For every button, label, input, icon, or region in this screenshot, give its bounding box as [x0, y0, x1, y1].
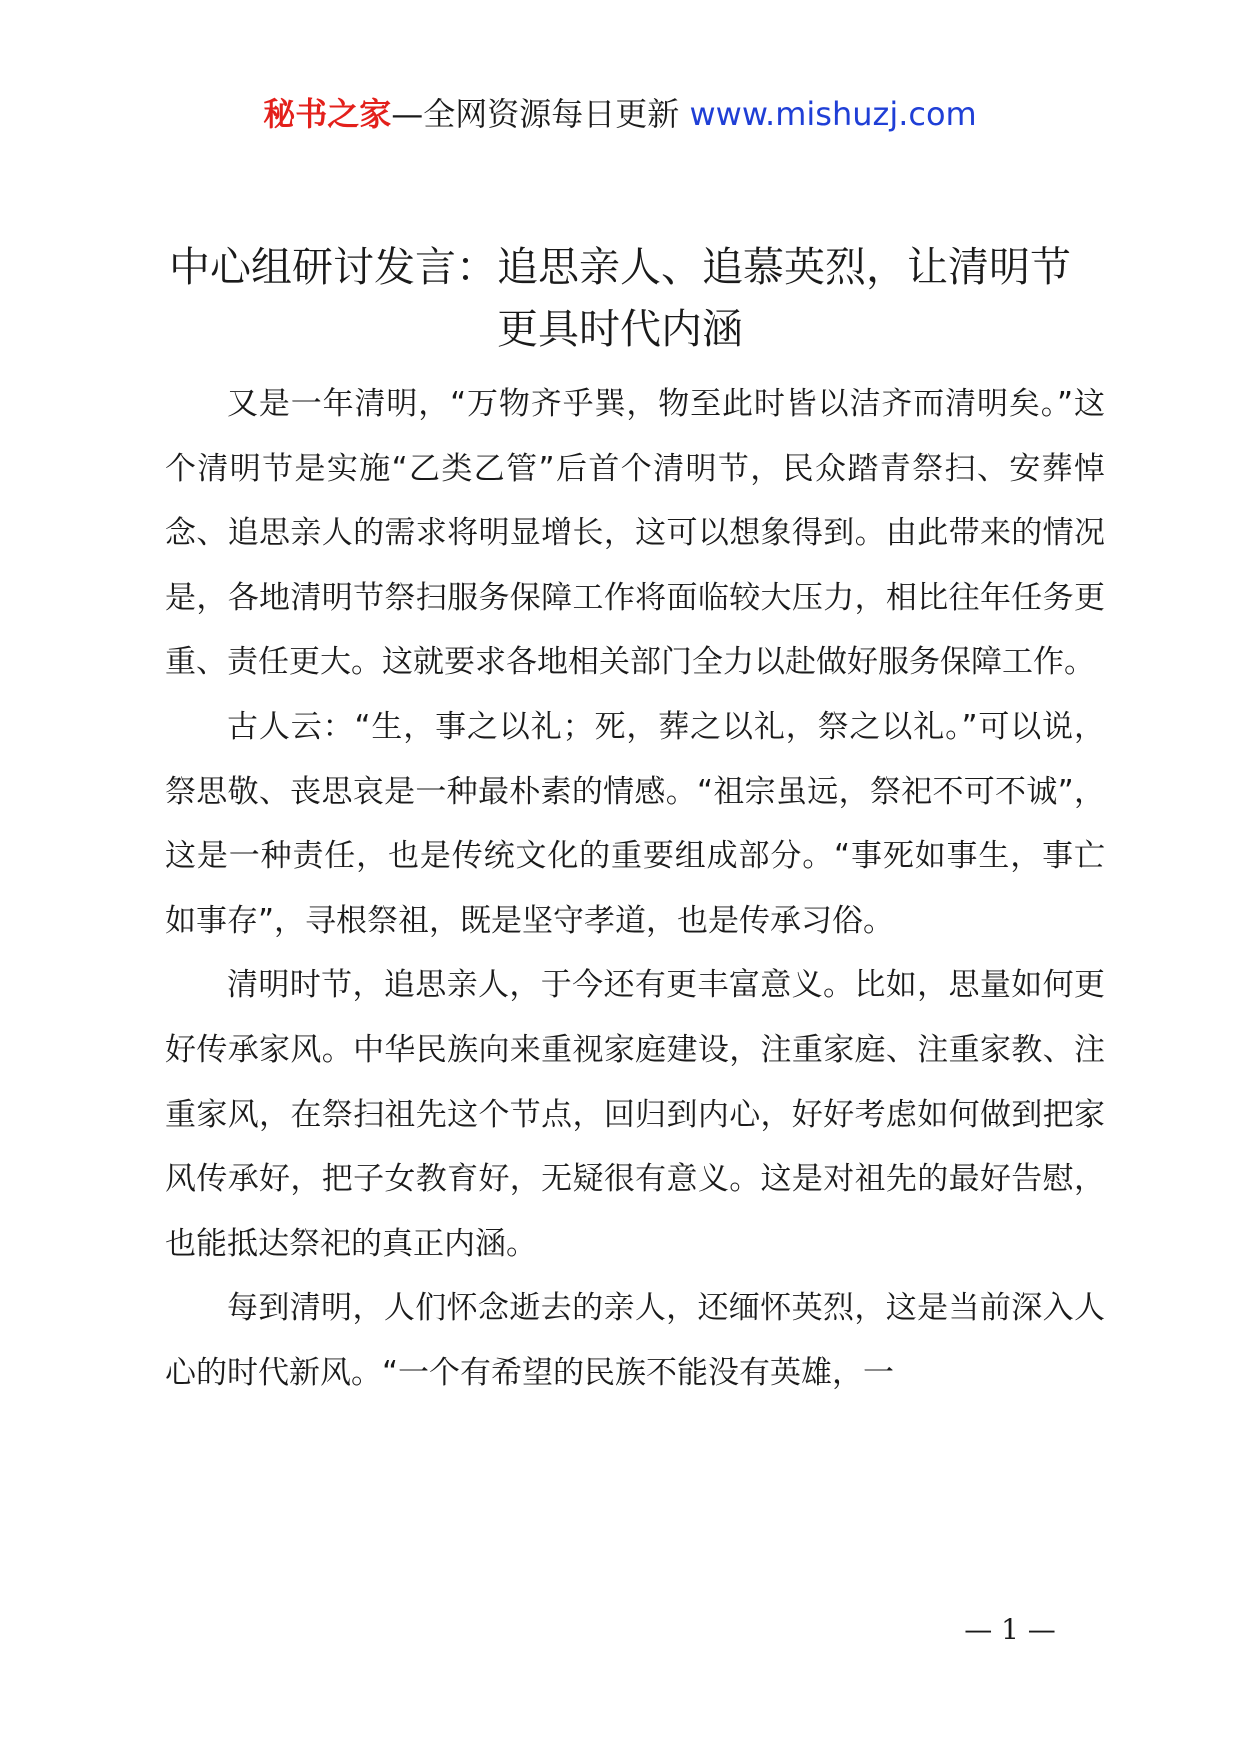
site-url-link[interactable]: www.mishuzj.com [689, 95, 977, 133]
header-tagline: —全网资源每日更新 [391, 95, 690, 133]
header-banner [0, 92, 1240, 136]
paragraph: 每到清明，人们怀念逝去的亲人，还缅怀英烈，这是当前深入人心的时代新风。“一个有希望的民族不能没有英雄，一 [165, 1290, 1105, 1391]
paragraph: 又是一年清明，“万物齐乎巽，物至此时皆以洁齐而清明矣。”这个清明节是实施“乙类乙管”后首个清明节，民众踏青祭扫、安葬悼念、追思亲人的需求将明显增长，这可以想象得到。由此带来的情况是，各地清明节祭扫服务保障工作将面临较大压力，相比往年任务更重、责任更大。这就要求各地相关部门全力以赴做好服务保障工作。 [165, 386, 1105, 681]
document-title: 中心组研讨发言：追思亲人、追慕英烈，让清明节更具时代内涵 [169, 243, 1071, 353]
paragraph: 清明时节，追思亲人，于今还有更丰富意义。比如，思量如何更好传承家风。中华民族向来重视家庭建设，注重家庭、注重家教、注重家风，在祭扫祖先这个节点，回归到内心，好好考虑如何做到把家风传承好，把子女教育好，无疑很有意义。这是对祖先的最好告慰，也能抵达祭祀的真正内涵。 [165, 967, 1105, 1262]
page-number: — 1 — [964, 1613, 1056, 1646]
document-body [165, 372, 1105, 1406]
paragraph: 古人云：“生，事之以礼；死，葬之以礼，祭之以礼。”可以说，祭思敬、丧思哀是一种最朴素的情感。“祖宗虽远，祭祀不可不诚”，这是一种责任，也是传统文化的重要组成部分。“事死如事生，事亡如事存”，寻根祭祖，既是坚守孝道，也是传承习俗。 [165, 708, 1105, 939]
brand-name: 秘书之家 [263, 95, 392, 133]
